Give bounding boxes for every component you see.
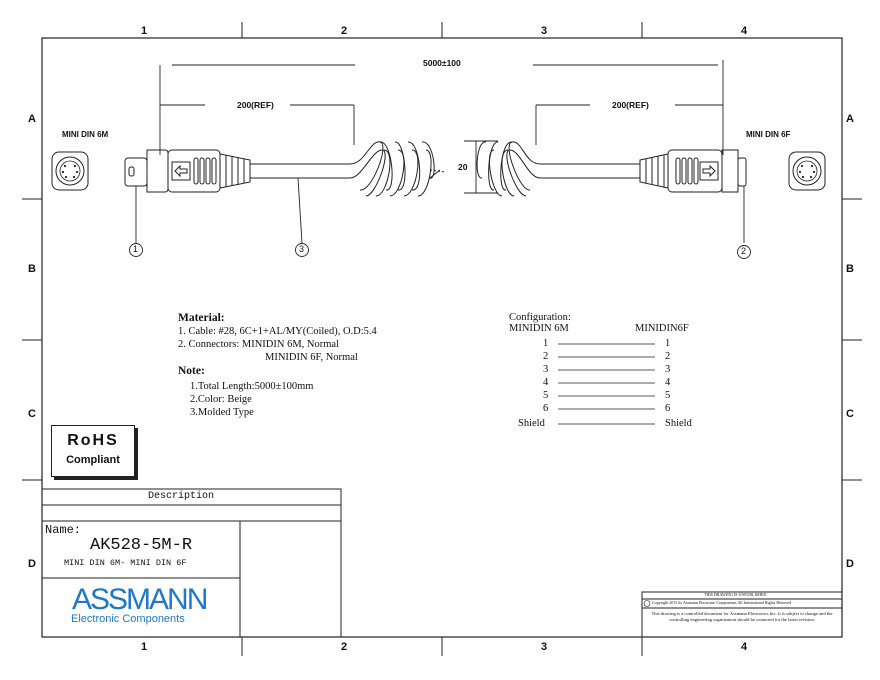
rohs-badge [51,425,135,477]
rohs-title: RoHS [67,432,119,449]
config-right-pin: 1 [665,338,671,349]
configuration-heading: Configuration: [509,312,571,323]
notice-copyright: Copyright 2015 by Assmann Electronic Components All International Rights Reserved [652,600,792,605]
config-left-pin: 1 [543,338,549,349]
name-label: Name: [45,523,82,537]
left-ref-dimension: 200(REF) [237,100,274,110]
grid-row-c-right: C [846,408,854,420]
balloon-2: 2 [741,246,747,256]
config-left-pin: 5 [543,390,549,401]
config-right-pin: 4 [665,377,671,388]
balloon-1: 1 [133,244,139,254]
material-line-2: 2. Connectors: MINIDIN 6M, Normal [178,339,339,350]
config-right-pin: 5 [665,390,671,401]
grid-row-a-right: A [846,113,854,125]
assmann-logo: ASSMANN [72,583,207,616]
config-left-shield: Shield [518,418,545,429]
grid-col-1-top: 1 [141,25,148,37]
notice-unpublished: THIS DRAWING IS UNPUBLISHED [704,592,767,597]
configuration-left-header: MINIDIN 6M [509,323,569,334]
material-line-1: 1. Cable: #28, 6C+1+AL/MY(Coiled), O.D:5.4 [178,326,377,337]
grid-row-b-right: B [846,263,854,275]
config-right-pin: 3 [665,364,671,375]
config-right-shield: Shield [665,418,692,429]
left-connector-label: MINI DIN 6M [62,130,109,139]
grid-col-3-bottom: 3 [541,641,548,653]
config-right-pin: 6 [665,403,671,414]
material-heading: Material: [178,312,225,324]
grid-row-c-left: C [28,408,36,420]
config-right-pin: 2 [665,351,671,362]
total-length-dimension: 5000±100 [423,58,461,68]
right-ref-dimension: 200(REF) [612,100,649,110]
grid-col-4-top: 4 [741,25,748,37]
grid-col-4-bottom: 4 [741,641,748,653]
description-label: Description [148,491,215,502]
note-line-2: 2.Color: Beige [190,394,252,405]
right-connector-label: MINI DIN 6F [746,130,791,139]
config-left-pin: 4 [543,377,549,388]
config-left-pin: 6 [543,403,549,414]
grid-row-a-left: A [28,113,36,125]
configuration-right-header: MINIDIN6F [635,323,689,334]
grid-row-b-left: B [28,263,36,275]
note-heading: Note: [178,365,205,377]
balloon-3: 3 [299,244,305,254]
notice-controlled: This drawing is a controlled document for Assmann Electronics Inc. It is subject to change and the controlling engineering organization should be contacted for the latest revision. [651,611,833,622]
assmann-logo-subtitle: Electronic Components [71,613,185,625]
grid-row-d-right: D [846,558,854,570]
grid-col-2-bottom: 2 [341,641,348,653]
coil-height-dimension: 20 [458,162,468,172]
rohs-subtitle: Compliant [66,454,120,466]
note-line-1: 1.Total Length:5000±100mm [190,381,314,392]
material-line-3: MINIDIN 6F, Normal [265,352,358,363]
part-number: AK528-5M-R [90,536,193,555]
right-plug [640,150,746,192]
note-line-3: 3.Molded Type [190,407,254,418]
left-plug [125,150,250,192]
config-left-pin: 3 [543,364,549,375]
config-left-pin: 2 [543,351,549,362]
left-end-view [52,152,88,190]
grid-col-3-top: 3 [541,25,548,37]
grid-col-1-bottom: 1 [141,641,148,653]
part-description: MINI DIN 6M- MINI DIN 6F [64,558,187,568]
right-end-view [789,152,825,190]
grid-col-2-top: 2 [341,25,348,37]
grid-row-d-left: D [28,558,36,570]
